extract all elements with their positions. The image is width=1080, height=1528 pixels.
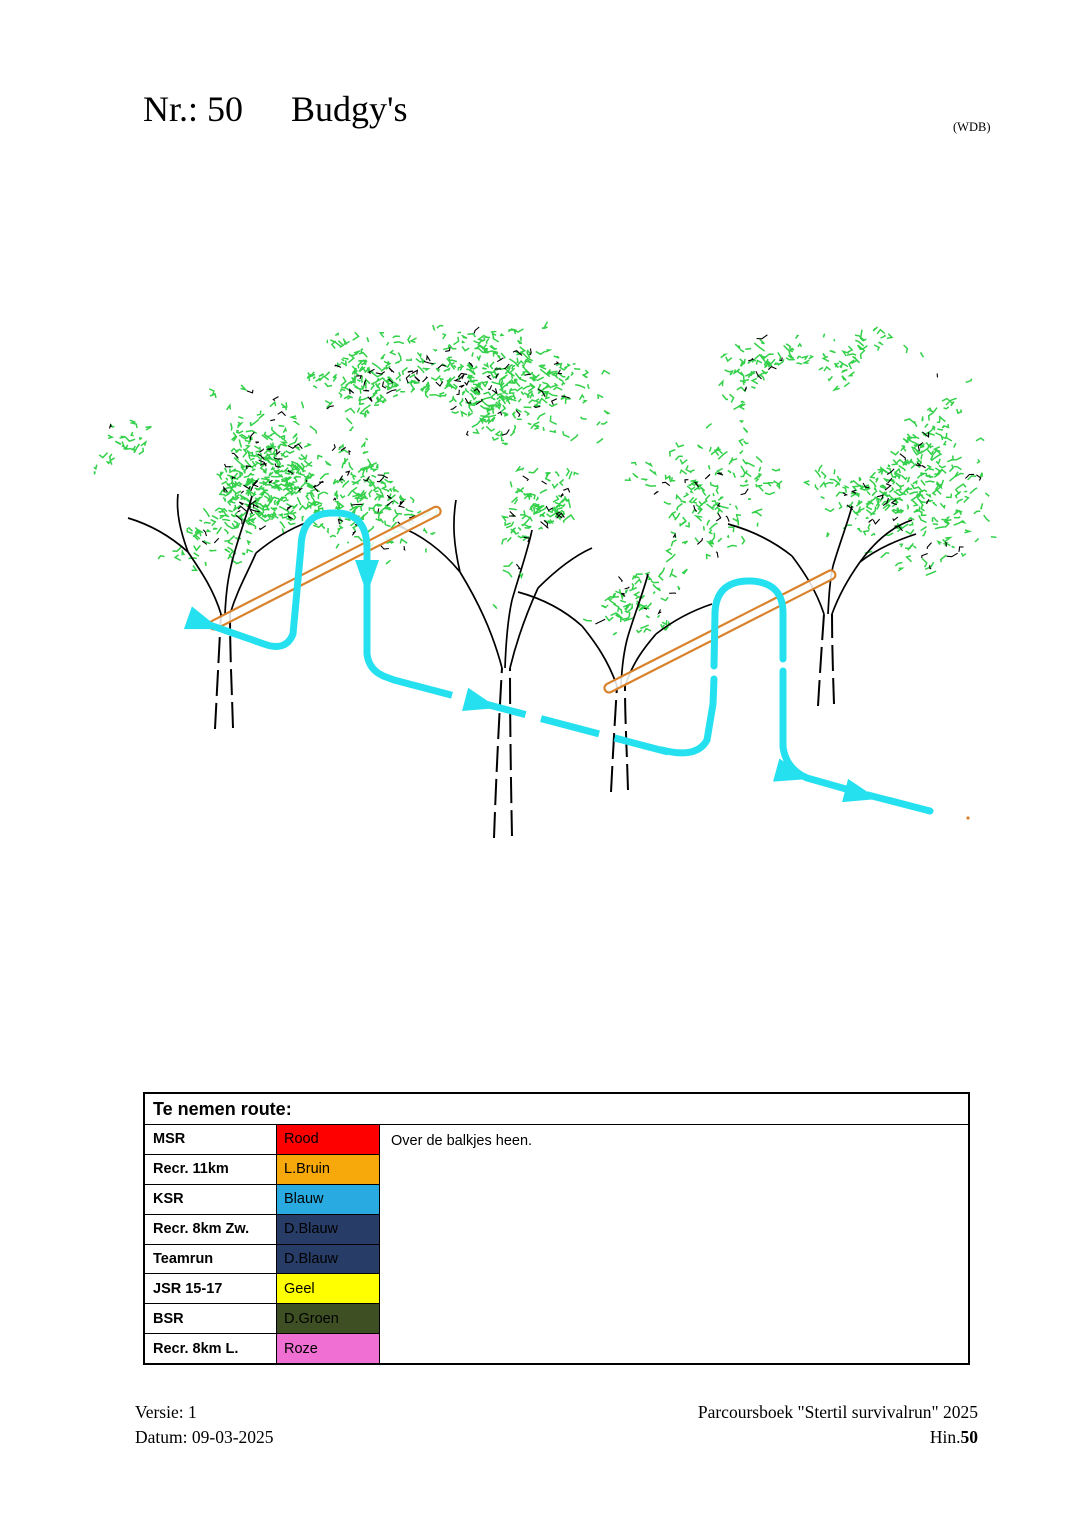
branch-line: [582, 626, 617, 686]
route-note: Over de balkjes heen.: [391, 1133, 533, 1149]
page-title: [143, 88, 408, 130]
stray-dot: [966, 816, 969, 819]
category-label: KSR: [145, 1185, 277, 1214]
wooden-beam: [603, 569, 837, 694]
route-line: [204, 513, 394, 680]
branch-line: [625, 634, 656, 686]
foliage-strokes: [94, 385, 340, 571]
branch-line: [510, 588, 538, 668]
branch-line: [460, 572, 502, 668]
table-row: [145, 1304, 379, 1334]
branch-line: [225, 558, 233, 614]
category-label: MSR: [145, 1125, 277, 1154]
corner-note: (WDB): [953, 120, 991, 134]
wooden-beams-group: [208, 505, 970, 819]
color-cell: Blauw: [277, 1185, 379, 1214]
branch-line: [177, 494, 188, 552]
route-line: [662, 679, 714, 753]
tree-drawing: [94, 385, 341, 729]
branch-line: [621, 636, 628, 686]
route-direction-arrow: [842, 779, 881, 811]
hint-number-text: Hin.50: [929, 1427, 978, 1447]
branch-line: [828, 566, 833, 614]
foliage-strokes: [719, 327, 996, 575]
trees-group: [94, 322, 996, 838]
route-line-dashed: [394, 680, 668, 752]
branch-line: [256, 522, 308, 553]
category-label: Recr. 8km L.: [145, 1334, 277, 1363]
color-cell: L.Bruin: [277, 1155, 379, 1184]
route-table-rows: [145, 1125, 380, 1363]
table-row: [145, 1274, 379, 1304]
trunk-line: [611, 686, 617, 792]
color-cell: Roze: [277, 1334, 379, 1363]
obstacle-name: Budgy's: [291, 89, 408, 129]
branch-line: [518, 592, 582, 626]
trunk-line: [625, 686, 628, 790]
route-direction-arrow: [355, 560, 379, 594]
branch-line: [538, 548, 592, 588]
tree-drawing: [493, 424, 782, 792]
branch-line: [728, 524, 792, 556]
trunk-line: [494, 668, 502, 838]
twig-strokes: [313, 327, 570, 550]
trunk-line: [818, 614, 824, 706]
branch-line: [398, 526, 460, 572]
table-row: [145, 1185, 379, 1215]
route-direction-arrow: [462, 688, 501, 720]
table-row: [145, 1215, 379, 1245]
twig-strokes: [110, 390, 341, 545]
twig-strokes: [745, 335, 981, 569]
color-cell: D.Groen: [277, 1304, 379, 1333]
branch-line: [505, 600, 512, 668]
route-path-group: [184, 513, 930, 811]
table-row: [145, 1245, 379, 1275]
obstacle-number: Nr.: 50: [143, 89, 244, 129]
category-label: Recr. 8km Zw.: [145, 1215, 277, 1244]
table-row: [145, 1155, 379, 1185]
route-table-header: Te nemen route:: [145, 1094, 968, 1125]
color-cell: D.Blauw: [277, 1245, 379, 1274]
table-row: [145, 1334, 379, 1363]
branch-line: [833, 506, 852, 566]
branch-line: [512, 530, 532, 600]
trunk-line: [832, 614, 834, 704]
twig-strokes: [509, 473, 748, 624]
route-table: [143, 1092, 970, 1365]
branch-line: [832, 562, 860, 614]
route-line: [783, 671, 853, 791]
category-label: Teamrun: [145, 1245, 277, 1274]
route-direction-arrow: [773, 758, 812, 790]
tree-drawing: [719, 327, 996, 706]
branch-line: [188, 552, 221, 614]
color-cell: Geel: [277, 1274, 379, 1303]
branch-line: [628, 574, 648, 636]
table-row: [145, 1125, 379, 1155]
footer-right: [698, 1400, 978, 1450]
color-cell: D.Blauw: [277, 1215, 379, 1244]
category-label: Recr. 11km: [145, 1155, 277, 1184]
route-direction-arrow: [184, 606, 224, 640]
foliage-strokes: [287, 322, 610, 564]
branch-line: [233, 496, 252, 558]
branch-line: [792, 556, 824, 614]
branch-line: [860, 534, 916, 562]
trunk-line: [510, 668, 512, 836]
tree-drawing: [287, 322, 610, 838]
trunk-line: [230, 614, 233, 728]
branch-line: [128, 518, 188, 552]
foliage-strokes: [493, 424, 782, 635]
branch-line: [230, 553, 256, 614]
date-text: Datum: 09-03-2025: [135, 1427, 274, 1447]
book-title-text: Parcoursboek "Stertil survivalrun" 2025: [697, 1402, 978, 1422]
category-label: BSR: [145, 1304, 277, 1333]
branch-line: [454, 500, 460, 572]
category-label: JSR 15-17: [145, 1274, 277, 1303]
wooden-beam: [208, 505, 442, 631]
route-line: [714, 581, 783, 666]
branch-line: [656, 604, 712, 634]
route-line: [868, 795, 930, 811]
branch-line: [860, 520, 912, 562]
footer-left: [135, 1400, 274, 1450]
trunk-line: [215, 614, 221, 729]
color-cell: Rood: [277, 1125, 379, 1154]
version-text: Versie: 1: [135, 1402, 197, 1422]
